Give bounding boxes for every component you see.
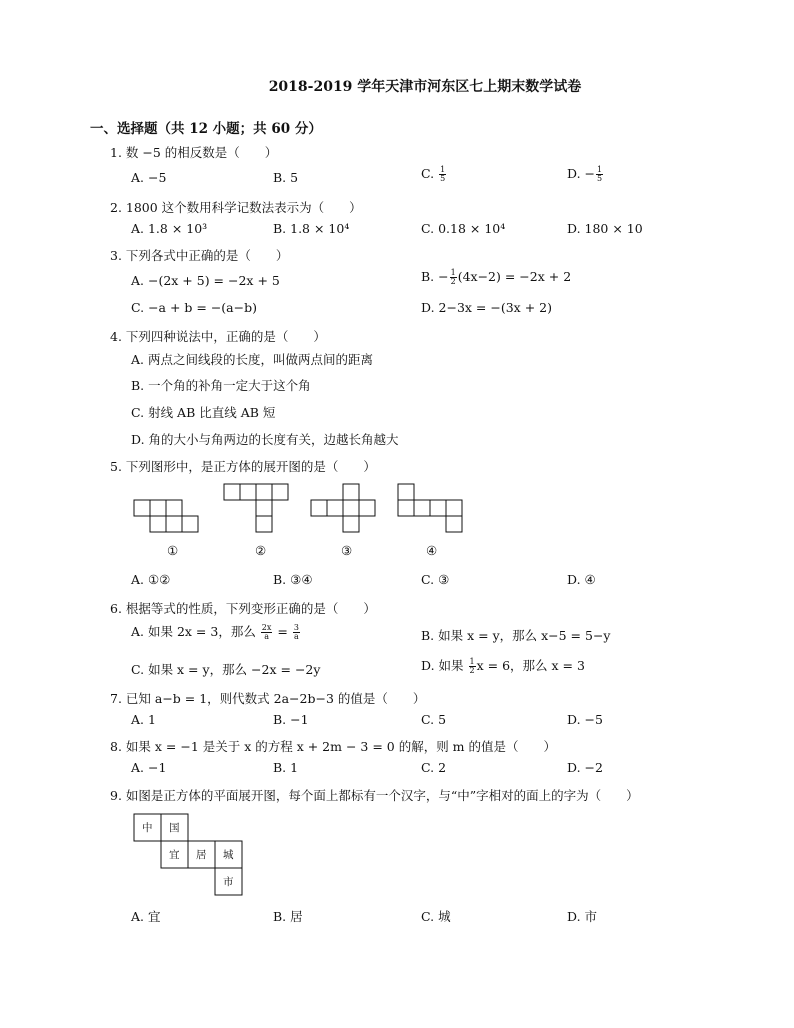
- q4-option-d: D. 角的大小与角两边的长度有关，边越长角越大: [131, 432, 399, 447]
- q5-option-b: B. ③④: [273, 572, 313, 587]
- q3-stem: 3. 下列各式中正确的是（ ）: [110, 248, 289, 263]
- q3-option-d: D. 2−3x = −(3x + 2): [421, 300, 552, 315]
- net-label-3: ③: [341, 543, 353, 558]
- net-label-1: ①: [167, 543, 179, 558]
- q3-option-a: A. −(2x + 5) = −2x + 5: [131, 273, 280, 288]
- q6-option-a: A. 如果 2x = 3，那么 $\frac{2x}{a}$ = $\frac{3}{a}$: [131, 623, 299, 641]
- q2-option-c: C. 0.18 × 10⁴: [421, 221, 506, 236]
- q1-option-c: C. $\frac{1}{5}$: [421, 165, 446, 183]
- q9-stem: 9. 如图是正方体的平面展开图，每个面上都标有一个汉字，与“中”字相对的面上的字为（ ）: [110, 788, 639, 803]
- q4-option-a: A. 两点之间线段的长度，叫做两点间的距离: [131, 352, 373, 367]
- q1-option-d: D. − $\frac{1}{5}$: [567, 165, 603, 183]
- net-cell-ju: 居: [196, 849, 207, 861]
- q1-option-a: A. −5: [131, 170, 167, 185]
- net-cell-cheng: 城: [223, 849, 234, 861]
- q9-option-b: B. 居: [273, 909, 303, 924]
- q8-stem: 8. 如果 x = −1 是关于 x 的方程 x + 2m − 3 = 0 的解，则 m 的值是（ ）: [110, 739, 557, 754]
- q2-option-b: B. 1.8 × 10⁴: [273, 221, 350, 236]
- net-cell-guo: 国: [169, 822, 180, 834]
- q4-option-b: B. 一个角的补角一定大于这个角: [131, 378, 311, 393]
- page-title: 2018-2019 学年天津市河东区七上期末数学试卷: [268, 79, 582, 95]
- q2-stem: 2. 1800 这个数用科学记数法表示为（ ）: [110, 200, 362, 215]
- q4-option-c: C. 射线 AB 比直线 AB 短: [131, 405, 276, 420]
- q8-option-b: B. 1: [273, 760, 299, 775]
- q6-option-d: D. 如果 $\frac{1}{2}$ x = 6，那么 x = 3: [421, 657, 585, 675]
- q7-option-d: D. −5: [567, 712, 603, 727]
- q7-stem: 7. 已知 a−b = 1，则代数式 2a−2b−3 的值是（ ）: [110, 691, 426, 706]
- q9-option-c: C. 城: [421, 909, 451, 924]
- q8-option-c: C. 2: [421, 760, 447, 775]
- q8-option-d: D. −2: [567, 760, 603, 775]
- q5-stem: 5. 下列图形中，是正方体的展开图的是（ ）: [110, 459, 376, 474]
- net-label-2: ②: [255, 543, 267, 558]
- q1-stem: 1. 数 −5 的相反数是（ ）: [110, 145, 278, 160]
- q9-option-a: A. 宜: [131, 909, 161, 924]
- q5-option-c: C. ③: [421, 572, 450, 587]
- net-cell-yi: 宜: [169, 849, 180, 861]
- q5-option-a: A. ①②: [131, 572, 171, 587]
- q3-option-b: B. − $\frac{1}{2}$ (4x−2) = −2x + 2: [421, 268, 572, 286]
- q2-option-d: D. 180 × 10: [567, 221, 643, 236]
- q7-option-b: B. −1: [273, 712, 309, 727]
- section-heading: 一、选择题（共 12 小题；共 60 分）: [90, 121, 322, 137]
- q6-stem: 6. 根据等式的性质，下列变形正确的是（ ）: [110, 601, 376, 616]
- q5-option-d: D. ④: [567, 572, 596, 587]
- q6-option-c: C. 如果 x = y，那么 −2x = −2y: [131, 662, 321, 677]
- q7-option-c: C. 5: [421, 712, 447, 727]
- q8-option-a: A. −1: [131, 760, 167, 775]
- q2-option-a: A. 1.8 × 10³: [131, 221, 208, 236]
- q3-option-c: C. −a + b = −(a−b): [131, 300, 257, 315]
- net-cell-shi: 市: [223, 876, 234, 888]
- q9-option-d: D. 市: [567, 909, 598, 924]
- net-cell-zhong: 中: [142, 822, 153, 834]
- q7-option-a: A. 1: [131, 712, 156, 727]
- q4-stem: 4. 下列四种说法中，正确的是（ ）: [110, 329, 326, 344]
- net-label-4: ④: [426, 543, 438, 558]
- q1-option-b: B. 5: [273, 170, 299, 185]
- q6-option-b: B. 如果 x = y，那么 x−5 = 5−y: [421, 628, 611, 643]
